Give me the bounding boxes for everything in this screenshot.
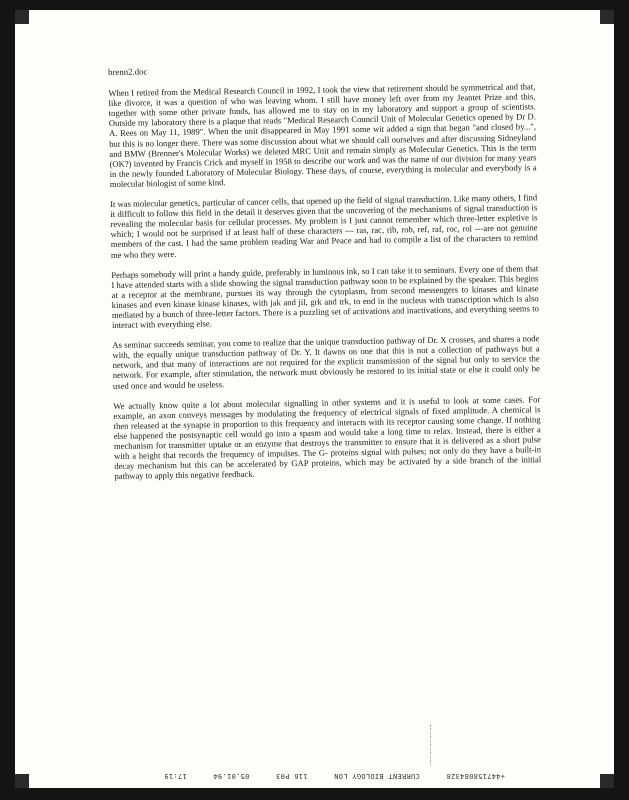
paragraph-signal-transduction: It was molecular genetics, particular of cancer cells, that opened up the field of signal transduction. Like many others, I find it difficult to follow this field in the detail it deserves given that the uncovering of the mechanisms of signal transduction is revealing the molecular basis for cellular processes. My problem is I just cannot remember which three-letter expletive is which; I would not be surprised if at least half of these characters --- ras, rac, rib, rob, ref, raf, roc, rol ---are not genuine members of the cast. I had the same problem reading War and Peace and had to compile a list of the characters to remind me who they were. [110,192,538,260]
scan-corner-bottom-right [600,774,614,788]
paper-sheet [15,10,614,788]
paragraph-seminars: Perhaps somebody will print a handy guide, preferably in luminous ink, so I can take it to seminars. Every one of them that I have attended starts with a slide showing the signal transduction pathway soon to be explained by the speaker. This begins at a receptor at the membrane, pursues its way through the cytoplasm, from second messengers to kinases and kinase kinases and even kinase kinase kinases, with jak and jil, grk and trk, to end in the nucleus with transcription which is also mediated by a bunch of three-letter factors. There is a puzzling set of activations and inactivations, and everything seems to interact with everything else. [111,262,539,331]
scan-corner-bottom-left [15,774,29,788]
fax-header-line [155,772,505,780]
fax-page: 116 P03 [275,772,308,780]
paragraph-network: As seminar succeeds seminar, you come to realize that the unique transduction pathway of Dr. X crosses, and shares a node with, the equally unique transduction pathway of Dr. Y. It dawns on one that this is not a collection of pathways but a network, and that many of interactions are not required for the explicit transmission of the signal but only to service the network. For example, after stimulation, the network must obviously be restored to its initial state or else it could only be used once and would be useless. [112,333,540,391]
fax-sender: CURRENT BIOLOGY LON [334,772,420,780]
fax-number: +447158084328 [446,772,505,780]
document-filename: brenn2.doc [108,66,148,77]
scan-corner-top-right [600,10,614,24]
paragraph-retirement: When I retired from the Medical Research Council in 1992, I took the view that retirement should be symmetrical and that, like divorce, it was a question of who was leaving whom. I still have money left over from my Jeantet Prize and this, together with some other private funds, has allowed me to stay on in my laboratory and support a group of scientists. Outside my laboratory there is a plaque that reads "Medical Research Council Unit of Molecular Genetics opened by Dr D. A. Rees on May 11, 1989". When the unit disappeared in May 1991 some wit added a sign that began "and closed by...", but this is no longer there. There was some discussion about what we should call ourselves and after discussing Sidneyland and BMW (Brenner's Molecular Works) we deleted MRC Unit and remain simply as Molecular Genetics. This is the term (OK?) invented by Francis Crick and myself in 1958 to describe our work and was the name of our division for many years in the newly founded Laboratory of Molecular Biology. These days, of course, everything is molecular and everybody is a molecular biologist of some kind. [108,81,537,189]
scan-artifact-dots [430,725,432,765]
document-body [108,60,542,491]
fax-date: 05.01.94 [213,772,250,780]
fax-time: 17:19 [164,772,187,780]
scan-corner-top-left [15,10,29,24]
paragraph-molecular-signalling: We actually know quite a lot about molecular signalling in other systems and it is useful to look at some cases. For example, an axon conveys messages by modulating the frequency of electrical signals of fixed amplitude. A chemical is then released at the synapse in proportion to this frequency and interacts with its receptor causing some change. If nothing else happened the postsynaptic cell would go into a spasm and would take a long time to relax. Instead, there is either a mechanism for transmitter uptake or an enzyme that destroys the transmitter to ensure that it is delivered as a short pulse with a height that records the frequency of impulses. The G- proteins signal with pulses; not only do they have a built-in decay mechanism but this can be accelerated by GAP proteins, which may be activated by a side branch of the initial pathway to apply this negative feedback. [113,393,542,482]
